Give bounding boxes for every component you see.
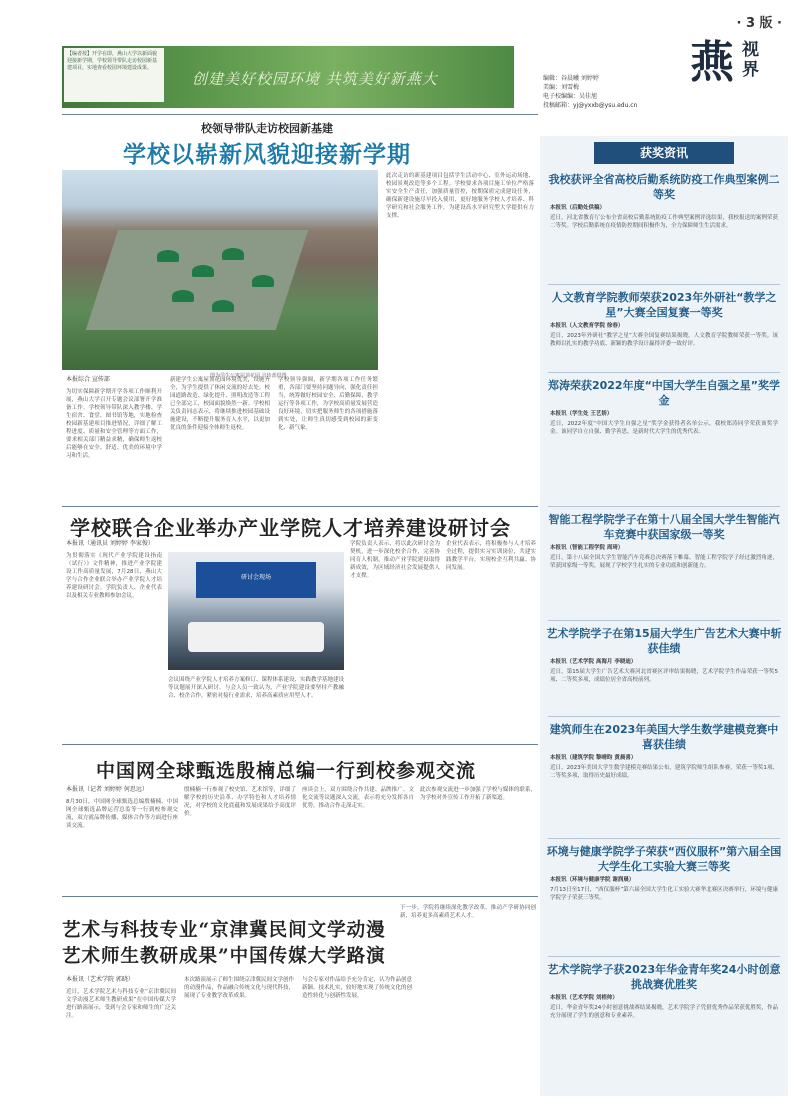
award-title: 郑涛荣获2022年度“中国大学生自强之星”奖学金 xyxy=(547,379,781,407)
award-byline: 本报讯（后勤处供稿） xyxy=(550,205,606,211)
divider xyxy=(548,838,780,839)
award-title: 人文教育学院教师荣获2023年外研社“教学之星”大赛全国复赛一等奖 xyxy=(551,291,777,319)
divider xyxy=(548,372,780,373)
article-title: 中国网全球甄选殷楠总编一行到校参观交流 xyxy=(96,760,477,782)
award-byline: 本报讯（智能工程学院 周琦） xyxy=(550,545,624,551)
article-text: 8月30日，中国网全球甄选总编殷楠楠、中国网全球甄选品牌运营总监等一行到校参观交流，双方就品牌传播、媒体合作等方面进行座谈交流。 xyxy=(66,799,178,829)
editors-line: 美编：刘雪梅 xyxy=(543,84,580,91)
sidebar-title: 获奖资讯 xyxy=(594,142,734,164)
article-text: 此次参观交流进一步加强了学校与媒体的联系，为学校对外宣传工作开拓了新渠道。 xyxy=(420,787,536,801)
photo-caption: 图为学生公寓屋顶花园 宣传部供图 xyxy=(210,373,287,379)
divider xyxy=(62,744,538,745)
divider xyxy=(548,284,780,285)
article-text: 新建学生公寓屋顶花园环境优美，设施齐全，为学生提供了休闲交流的好去处。校园道路改造、绿化提升、照明改造等工程已全部完工，校园面貌焕然一新。学校相关负责同志表示，将继续推进校园基础设施建设，不断提升服务育人水平，以更加优良的条件迎接全体师生返校。 xyxy=(170,377,270,431)
article-byline: 本报讯（艺术学院 郭晓） xyxy=(66,976,134,983)
divider xyxy=(62,114,538,115)
award-byline: 本报讯（环境与健康学院 谢润晨） xyxy=(550,877,635,883)
award-text: 近日，河北省教育厅公布全省高校后勤系统防疫工作典型案例评选结果，我校报送的案例荣获二等奖。学校后勤系统在疫情防控期间积极作为，全力保障师生生活需求。 xyxy=(550,215,778,229)
banner-title: 创建美好校园环境 共筑美好新燕大 xyxy=(192,70,438,88)
award-byline: 本报讯（艺术学院 刘梧帅） xyxy=(550,995,618,1001)
article-text: 与会专家对作品给予充分肯定，认为作品创意新颖、技术扎实，较好地实现了传统文化的创造性转化与创新性发展。 xyxy=(302,977,412,999)
article-kicker: 校领导带队走访校园新基建 xyxy=(201,122,333,135)
article-text: 本次路演展示了师生围绕京津冀民间文学创作的动漫作品，作品融合传统文化与现代科技，展现了专业教学改革成果。 xyxy=(184,977,294,999)
editor-note: 【编者按】开学在即，燕山大学以新面貌迎接新学期，学校领导带队走访校园新基建项目，实地查看校园环境建设成果。 xyxy=(64,48,164,102)
divider xyxy=(548,620,780,621)
award-text: 近日，2023年美国大学生数学建模竞赛结果公布，建筑学院师生组队参赛，荣获一等奖1项、二等奖多项，取得历史最好成绩。 xyxy=(550,765,778,779)
article-byline: 本报综合 宣传部 xyxy=(66,376,110,383)
article-text: 学院负责人表示，将以此次研讨会为契机，进一步深化校企合作，完善协同育人机制，推动产业学院建设取得新成效，为区域经济社会发展提供人才支撑。 xyxy=(350,541,440,579)
divider xyxy=(548,956,780,957)
article-text: 为贯彻落实《现代产业学院建设指南（试行）》文件精神，推进产业学院建设工作高质量发展，7月28日，燕山大学与合作企业联合举办产业学院人才培养建设研讨会。学院负责人、企业代表以及相关专业教师参加会议。 xyxy=(66,553,162,599)
award-text: 近日，华金青年奖24小时创意挑战赛结果揭晓，艺术学院学子凭借优秀作品荣获优胜奖，作品充分展现了学生的创意和专业素养。 xyxy=(550,1005,778,1019)
article-text: 殷楠楠一行参观了校史馆、艺术馆等，详细了解学校的历史沿革、办学特色和人才培养情况，对学校的文化底蕴和发展成果给予高度评价。 xyxy=(184,787,296,817)
page-number: · 3 版 · xyxy=(736,16,782,31)
article-title-line2: 艺术师生教研成果”中国传媒大学路演 xyxy=(62,946,386,967)
award-text: 近日，2023年外研社“教学之星”大赛全国复赛结果揭晓，人文教育学院教师荣获一等奖。该教师以扎实的教学功底、新颖的教学设计赢得评委一致好评。 xyxy=(550,333,778,347)
award-title: 我校获评全省高校后勤系统防疫工作典型案例二等奖 xyxy=(548,173,780,201)
award-byline: 本报讯（建筑学院 黎晴昀 黄晨喜） xyxy=(550,755,637,761)
divider xyxy=(62,896,538,897)
award-title: 艺术学院学子在第15届大学生广告艺术大赛中斩获佳绩 xyxy=(546,627,782,655)
award-text: 7月13日至17日，“西仪服杯”第六届全国大学生化工实验大赛华北赛区决赛举行，环境与健康学院学子荣获三等奖。 xyxy=(550,887,778,901)
award-title: 环境与健康学院学子荣获“西仪服杯”第六届全国大学生化工实验大赛三等奖 xyxy=(546,845,782,873)
article-byline: 本报讯（记者 刘婷婷 何思远） xyxy=(66,786,148,793)
article-banner xyxy=(62,46,514,108)
article-title-line1: 艺术与科技专业“京津冀民间文学动漫 xyxy=(62,920,386,941)
article-title: 学校联合企业举办产业学院人才培养建设研讨会 xyxy=(70,516,511,540)
awards-sidebar xyxy=(540,136,788,1096)
meeting-photo xyxy=(168,552,344,670)
article-text: 近日，艺术学院艺术与科技专业“京津冀民间文学动漫艺术师生教研成果”在中国传媒大学进行路演展示，受到与会专家和师生的广泛关注。 xyxy=(66,989,176,1019)
masthead-main: 燕 xyxy=(690,37,734,88)
award-byline: 本报讯（人文教育学院 徐春） xyxy=(550,323,624,329)
article-byline: 本报讯（通讯员 刘婷婷 李家俊） xyxy=(66,540,154,547)
meeting-screen: 研讨会现场 xyxy=(196,562,316,598)
award-title: 建筑师生在2023年美国大学生数学建模竞赛中喜获佳绩 xyxy=(549,723,779,751)
divider xyxy=(62,506,538,507)
editors-line: 编辑：谷晨曦 刘婷婷 xyxy=(543,75,599,82)
article-text: 企业代表表示，将积极参与人才培养全过程，提供实习实训岗位，共建实践教学平台，实现校企互利共赢、协同发展。 xyxy=(446,541,536,571)
article-text: 会议围绕产业学院人才培养方案修订、课程体系建设、实践教学基地建设等议题展开深入研讨。与会人员一致认为，产业学院建设要坚持产教融合、校企合作，紧密对接行业需求，培养高素质应用型人才。 xyxy=(168,677,344,699)
article-text: 为切实保障新学期开学各项工作顺利开展，燕山大学召开专题会议部署开学准备工作。学校领导带队深入教学楼、学生宿舍、食堂、图书馆等地，实地检查校园新基建项目推进情况，详细了解工程进度、质量和安全管理等方面工作，要求相关部门精益求精，确保师生返校后能够在安全、舒适、优美的环境中学习和生活。 xyxy=(66,389,162,459)
article-title: 学校以崭新风貌迎接新学期 xyxy=(123,141,411,168)
article-text: 座谈会上，双方围绕合作共建、品牌推广、文化交流等议题深入交流，表示将充分发挥各自优势，推动合作走深走实。 xyxy=(302,787,414,809)
award-byline: 本报讯（学生处 王艺娇） xyxy=(550,411,613,417)
award-title: 智能工程学院学子在第十八届全国大学生智能汽车竞赛中获国家级一等奖 xyxy=(548,513,780,541)
divider xyxy=(548,506,780,507)
editors-block xyxy=(543,74,637,110)
rooftop-photo xyxy=(62,170,378,370)
article-text: 下一步，学院将继续深化教学改革，推动产学研协同创新，培养更多高素质艺术人才。 xyxy=(400,905,536,919)
award-title: 艺术学院学子获2023年华金青年奖24小时创意挑战赛优胜奖 xyxy=(547,963,781,991)
article-text: 学校领导强调，新学期各项工作任务繁重，各部门要坚持问题导向，强化责任担当，统筹做好校园安全、后勤保障、教学运行等各项工作，为学校高质量发展营造良好环境，切实把服务师生的各项措施落到实处，让师生真切感受到校园的新变化、新气象。 xyxy=(278,377,378,431)
award-text: 近日，2022年度“中国大学生自强之星”奖学金获得者名单公示，我校郑涛同学荣获该奖学金。该同学自立自强、勤学善思，是新时代大学生的优秀代表。 xyxy=(550,421,778,435)
divider xyxy=(548,716,780,717)
award-text: 近日，第十八届全国大学生智能汽车竞赛总决赛落下帷幕，智能工程学院学子经过激烈角逐，荣获国家级一等奖，展现了学校学生扎实的专业功底和创新能力。 xyxy=(550,555,778,569)
masthead xyxy=(690,38,784,88)
award-text: 近日，第15届大学生广告艺术大赛河北省赛区评审结果揭晓，艺术学院学生作品荣获一等奖5项、二等奖多项，成绩位居全省高校前列。 xyxy=(550,669,778,683)
masthead-side: 视界 xyxy=(742,40,759,80)
editors-line: 投稿邮箱：yj@yxxb@ysu.edu.cn xyxy=(543,102,638,109)
editors-line: 电子校编编：吴佳旭 xyxy=(543,93,598,100)
article-text: 此次走访的新基建项目包括学生活动中心、室外运动场地、校园景观改造等多个工程。学校要求各项目施工单位严格落实安全生产责任，加强质量管控，按期保质完成建设任务，确保新建设施尽早投入使用，更好地服务学校人才培养、科学研究和社会服务工作，为建设高水平研究型大学提供有力支撑。 xyxy=(386,173,534,219)
award-byline: 本报讯（艺术学院 高海月 李晓迪） xyxy=(550,659,637,665)
